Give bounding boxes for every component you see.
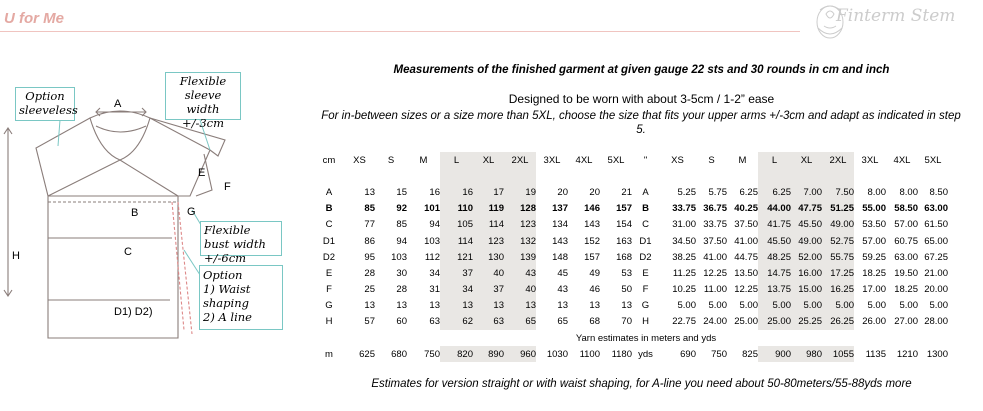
- value-cell: L: [758, 152, 791, 168]
- value-cell: 103: [424, 235, 440, 247]
- measurement-row: [314, 233, 948, 249]
- value-cell: 5.00: [758, 298, 791, 314]
- value-cell: L: [440, 152, 473, 168]
- value-cell: 1210: [896, 348, 918, 360]
- value-cell: 95: [364, 251, 375, 263]
- value-cell: 625: [359, 348, 375, 360]
- label-b: B: [131, 207, 139, 219]
- row-label-cell: A: [642, 186, 649, 198]
- measurement-row: [314, 201, 948, 217]
- value-cell: 45.50: [791, 217, 822, 233]
- value-cell: 26.00: [862, 316, 886, 328]
- option-line: 2) A line: [203, 310, 252, 324]
- value-cell: XS: [353, 154, 366, 166]
- value-cell: 820: [440, 346, 473, 362]
- option-line: shaping: [203, 296, 249, 310]
- empty-cell: [440, 168, 473, 184]
- value-cell: 63.00: [924, 203, 948, 215]
- value-cell: 65: [557, 316, 568, 328]
- value-cell: 63: [429, 316, 440, 328]
- value-cell: 40: [473, 265, 504, 281]
- measurement-row: [314, 298, 948, 314]
- value-cell: 31: [429, 284, 440, 296]
- value-cell: 38.25: [672, 251, 696, 263]
- value-cell: 60: [396, 316, 407, 328]
- value-cell: 5.00: [708, 300, 727, 312]
- value-cell: 45.50: [758, 233, 791, 249]
- value-cell: 15: [396, 186, 407, 198]
- value-cell: 17.25: [822, 265, 854, 281]
- empty-cell: [822, 168, 854, 184]
- value-cell: S: [708, 154, 715, 166]
- value-cell: 132: [504, 233, 536, 249]
- value-cell: 5.25: [677, 186, 696, 198]
- option-line: 1) Waist: [203, 282, 251, 296]
- value-cell: 4XL: [893, 154, 911, 166]
- value-cell: 57.00: [894, 219, 918, 231]
- value-cell: 1135: [865, 348, 886, 360]
- value-cell: 16.00: [791, 265, 822, 281]
- empty-cell: [727, 168, 758, 184]
- value-cell: 11.00: [703, 284, 727, 296]
- value-cell: 86: [364, 235, 375, 247]
- measurement-row: [314, 184, 948, 200]
- value-cell: 19.50: [894, 267, 918, 279]
- empty-cell: [886, 168, 918, 184]
- row-label-cell: D1: [322, 235, 336, 247]
- value-cell: 14.75: [758, 265, 791, 281]
- callout-sleeveless: Option sleeveless: [15, 87, 75, 121]
- value-cell: 52.75: [822, 233, 854, 249]
- value-cell: 41.75: [758, 217, 791, 233]
- value-cell: 37: [473, 282, 504, 298]
- value-cell: 114: [440, 233, 473, 249]
- label-d1-d2: D1) D2): [114, 306, 153, 318]
- label-a: A: [114, 98, 122, 110]
- value-cell: 61.50: [924, 219, 948, 231]
- row-label-cell: G: [325, 300, 333, 312]
- row-label-cell: D1: [639, 235, 652, 247]
- value-cell: 900: [758, 346, 791, 362]
- value-cell: 139: [504, 249, 536, 265]
- value-cell: 25.00: [758, 314, 791, 330]
- value-cell: 43: [504, 265, 536, 281]
- value-cell: 49.00: [791, 233, 822, 249]
- row-label-cell: F: [326, 284, 332, 296]
- value-cell: 13: [364, 300, 375, 312]
- value-cell: 5.00: [822, 298, 854, 314]
- value-cell: 8.50: [929, 186, 948, 198]
- empty-cell: [659, 168, 696, 184]
- yarn-row: [314, 346, 948, 362]
- value-cell: 5.00: [791, 298, 822, 314]
- value-cell: 25.25: [791, 314, 822, 330]
- value-cell: 33.75: [672, 203, 696, 215]
- value-cell: 24.00: [703, 316, 727, 328]
- value-cell: 40.25: [734, 203, 758, 215]
- value-cell: XL: [473, 152, 504, 168]
- value-cell: 148: [552, 251, 568, 263]
- value-cell: 1180: [611, 348, 632, 360]
- value-cell: S: [387, 154, 395, 166]
- value-cell: 28: [364, 267, 375, 279]
- value-cell: 10.25: [672, 284, 696, 296]
- row-label-cell: C: [642, 219, 649, 231]
- value-cell: 65.00: [924, 235, 948, 247]
- value-cell: 5.00: [929, 300, 948, 312]
- value-cell: 53.50: [862, 219, 886, 231]
- empty-cell: [600, 168, 632, 184]
- value-cell: 70: [621, 316, 632, 328]
- value-cell: 13: [621, 300, 632, 312]
- value-cell: 168: [616, 251, 632, 263]
- value-cell: 15.00: [791, 282, 822, 298]
- value-cell: 143: [552, 235, 568, 247]
- value-cell: 30: [396, 267, 407, 279]
- value-cell: 119: [473, 201, 504, 217]
- value-cell: 55.00: [862, 203, 886, 215]
- value-cell: 28: [396, 284, 407, 296]
- value-cell: 5.75: [708, 186, 727, 198]
- value-cell: 1055: [822, 346, 854, 362]
- ease-note: Designed to be worn with about 3-5cm / 1-2” ease: [508, 92, 775, 106]
- value-cell: 67.25: [924, 251, 948, 263]
- value-cell: 750: [424, 348, 440, 360]
- value-cell: 41.00: [703, 251, 727, 263]
- value-cell: 49.00: [822, 217, 854, 233]
- value-cell: 53: [621, 267, 632, 279]
- value-cell: 7.00: [791, 184, 822, 200]
- value-cell: 85: [364, 203, 375, 215]
- value-cell: 18.25: [894, 284, 918, 296]
- measurement-row: [314, 265, 948, 281]
- value-cell: 4XL: [575, 154, 593, 166]
- value-cell: 112: [424, 251, 440, 263]
- value-cell: 45: [557, 267, 568, 279]
- value-cell: 690: [680, 348, 696, 360]
- value-cell: 5.00: [899, 300, 918, 312]
- value-cell: 13: [396, 300, 407, 312]
- value-cell: 49: [589, 267, 600, 279]
- value-cell: 57: [364, 316, 375, 328]
- empty-cell: [696, 168, 727, 184]
- row-label-cell: F: [642, 284, 649, 296]
- value-cell: 46: [589, 284, 600, 296]
- row-label-cell: D2: [639, 251, 652, 263]
- option-line: Option: [203, 268, 243, 282]
- value-cell: 37.50: [703, 235, 727, 247]
- value-cell: 43: [557, 284, 568, 296]
- value-cell: 55.75: [822, 249, 854, 265]
- value-cell: 3XL: [543, 154, 561, 166]
- row-label-cell: cm: [322, 154, 336, 166]
- value-cell: 85: [396, 219, 407, 231]
- empty-cell: [632, 168, 659, 184]
- row-label-cell: B: [325, 203, 333, 215]
- row-label-cell: B: [642, 203, 649, 215]
- value-cell: 25.00: [734, 316, 758, 328]
- value-cell: 103: [391, 251, 407, 263]
- value-cell: M: [738, 154, 747, 166]
- measurement-row: [314, 314, 948, 330]
- value-cell: 20: [557, 186, 568, 198]
- callout-bust-width: Flexible bust width +/-6cm: [200, 221, 282, 256]
- value-cell: 94: [396, 235, 407, 247]
- value-cell: 44.00: [758, 201, 791, 217]
- header-row: [314, 152, 948, 168]
- value-cell: 6.25: [739, 186, 758, 198]
- value-cell: 5XL: [924, 154, 942, 166]
- value-cell: 52.00: [791, 249, 822, 265]
- size-note: For in-between sizes or a size more than 5XL, choose the size that fits your upper arms +/-3cm and adapt as indicated in step 5.: [321, 110, 961, 136]
- value-cell: 154: [616, 219, 632, 231]
- value-cell: 114: [473, 217, 504, 233]
- value-cell: 77: [364, 219, 375, 231]
- row-label-cell: A: [325, 186, 333, 198]
- row-label-cell: G: [641, 300, 650, 312]
- row-label-cell: E: [325, 267, 333, 279]
- value-cell: 134: [552, 219, 568, 231]
- value-cell: 33.75: [703, 219, 727, 231]
- value-cell: 13.75: [758, 282, 791, 298]
- value-cell: 13: [473, 298, 504, 314]
- value-cell: 62: [440, 314, 473, 330]
- empty-cell: [758, 168, 791, 184]
- value-cell: 21: [621, 186, 632, 198]
- value-cell: 6.25: [758, 184, 791, 200]
- empty-cell: [407, 168, 440, 184]
- value-cell: 13.50: [734, 267, 758, 279]
- value-cell: 11.25: [672, 267, 696, 279]
- page-title: Measurements of the finished garment at given gauge 22 sts and 30 rounds in cm and inch: [393, 64, 890, 76]
- empty-cell: [314, 168, 344, 184]
- value-cell: 825: [742, 348, 758, 360]
- label-g: G: [187, 206, 196, 218]
- value-cell: 2XL: [822, 152, 854, 168]
- value-cell: 22.75: [672, 316, 696, 328]
- value-cell: 3XL: [861, 154, 879, 166]
- header-divider: [0, 31, 800, 32]
- empty-cell: [791, 168, 822, 184]
- value-cell: 123: [473, 233, 504, 249]
- value-cell: 7.50: [822, 184, 854, 200]
- value-cell: 130: [473, 249, 504, 265]
- value-cell: 1100: [579, 348, 600, 360]
- value-cell: 152: [584, 235, 600, 247]
- value-cell: 18.25: [862, 267, 886, 279]
- value-cell: 57.00: [862, 235, 886, 247]
- value-cell: 121: [440, 249, 473, 265]
- value-cell: 68: [589, 316, 600, 328]
- value-cell: 2XL: [504, 152, 536, 168]
- value-cell: 19: [504, 184, 536, 200]
- measurement-row: [314, 249, 948, 265]
- value-cell: 680: [391, 348, 407, 360]
- empty-cell: [536, 168, 568, 184]
- value-cell: 110: [440, 201, 473, 217]
- value-cell: 37: [440, 265, 473, 281]
- value-cell: 17.00: [862, 284, 886, 296]
- value-cell: 63.00: [894, 251, 918, 263]
- value-cell: 28.00: [924, 316, 948, 328]
- value-cell: 128: [504, 201, 536, 217]
- value-cell: 5.00: [867, 300, 886, 312]
- empty-cell: [568, 168, 600, 184]
- value-cell: 137: [552, 203, 568, 215]
- row-label-cell: D2: [322, 251, 336, 263]
- value-cell: 48.25: [758, 249, 791, 265]
- yarn-label-row: [314, 330, 948, 346]
- value-cell: 960: [504, 346, 536, 362]
- value-cell: 163: [616, 235, 632, 247]
- spacer-row: [314, 168, 948, 184]
- value-cell: 13: [589, 300, 600, 312]
- value-cell: 20.00: [924, 284, 948, 296]
- value-cell: 58.50: [894, 203, 918, 215]
- value-cell: 27.00: [894, 316, 918, 328]
- value-cell: M: [419, 154, 428, 166]
- value-cell: 1030: [546, 348, 568, 360]
- value-cell: 51.25: [822, 201, 854, 217]
- value-cell: 146: [584, 203, 600, 215]
- value-cell: 20: [589, 186, 600, 198]
- value-cell: XS: [671, 154, 684, 166]
- value-cell: 13: [557, 300, 568, 312]
- value-cell: 5XL: [607, 154, 625, 166]
- value-cell: 47.75: [791, 201, 822, 217]
- value-cell: 13: [429, 300, 440, 312]
- value-cell: 40: [504, 282, 536, 298]
- empty-cell: [504, 168, 536, 184]
- value-cell: 5.00: [739, 300, 758, 312]
- empty-cell: [854, 168, 886, 184]
- value-cell: 16: [429, 186, 440, 198]
- value-cell: 5.00: [677, 300, 696, 312]
- row-label-cell: E: [642, 267, 649, 279]
- label-h: H: [12, 250, 20, 262]
- value-cell: 8.00: [867, 186, 886, 198]
- value-cell: 157: [616, 203, 632, 215]
- value-cell: 13: [440, 298, 473, 314]
- value-cell: 59.25: [862, 251, 886, 263]
- value-cell: 12.25: [703, 267, 727, 279]
- value-cell: 8.00: [899, 186, 918, 198]
- value-cell: 13: [364, 186, 375, 198]
- yarn-estimates-label: Yarn estimates in meters and yds: [575, 332, 717, 344]
- value-cell: 123: [504, 217, 536, 233]
- value-cell: 17: [473, 184, 504, 200]
- label-c: C: [124, 246, 132, 258]
- value-cell: 16.25: [822, 282, 854, 298]
- brand-title: U for Me: [4, 10, 64, 27]
- empty-cell: [473, 168, 504, 184]
- value-cell: 12.25: [734, 284, 758, 296]
- value-cell: 26.25: [822, 314, 854, 330]
- value-cell: 750: [711, 348, 727, 360]
- yarn-footnote: Estimates for version straight or with waist shaping, for A-line you need about 50-80meters/55-88yds more: [371, 378, 912, 390]
- value-cell: 63: [473, 314, 504, 330]
- value-cell: 41.00: [734, 235, 758, 247]
- empty-cell: [314, 330, 344, 346]
- value-cell: XL: [791, 152, 822, 168]
- measurement-row: [314, 282, 948, 298]
- value-cell: 60.75: [894, 235, 918, 247]
- row-label-cell: ": [643, 154, 648, 166]
- value-cell: 105: [440, 217, 473, 233]
- label-e: E: [198, 167, 206, 179]
- value-cell: 44.75: [734, 251, 758, 263]
- row-label-cell: yds: [638, 348, 653, 360]
- value-cell: 25: [364, 284, 375, 296]
- row-label-cell: m: [325, 348, 333, 360]
- value-cell: 157: [584, 251, 600, 263]
- value-cell: 890: [473, 346, 504, 362]
- empty-cell: [375, 168, 407, 184]
- value-cell: 34: [429, 267, 440, 279]
- row-label-cell: C: [325, 219, 333, 231]
- value-cell: 980: [791, 346, 822, 362]
- callout-sleeve-width: Flexible sleeve width +/-3cm: [165, 72, 241, 120]
- measurements-table: [314, 152, 948, 362]
- value-cell: 34: [440, 282, 473, 298]
- value-cell: 34.50: [672, 235, 696, 247]
- value-cell: 13: [504, 298, 536, 314]
- row-label-cell: H: [325, 316, 333, 328]
- value-cell: 16: [440, 184, 473, 200]
- value-cell: 143: [584, 219, 600, 231]
- measurement-row: [314, 217, 948, 233]
- value-cell: 31.00: [672, 219, 696, 231]
- label-f: F: [224, 181, 231, 193]
- value-cell: 65: [504, 314, 536, 330]
- value-cell: 1300: [926, 348, 948, 360]
- value-cell: 101: [424, 203, 440, 215]
- empty-cell: [344, 168, 375, 184]
- value-cell: 37.50: [734, 219, 758, 231]
- value-cell: 36.75: [703, 203, 727, 215]
- value-cell: 94: [429, 219, 440, 231]
- callout-option: [199, 265, 283, 330]
- value-cell: 21.00: [924, 267, 948, 279]
- logo-text: Finterm Stem: [836, 6, 956, 26]
- empty-cell: [918, 168, 948, 184]
- value-cell: 92: [396, 203, 407, 215]
- row-label-cell: H: [642, 316, 649, 328]
- value-cell: 50: [621, 284, 632, 296]
- collar-outline: [90, 111, 150, 160]
